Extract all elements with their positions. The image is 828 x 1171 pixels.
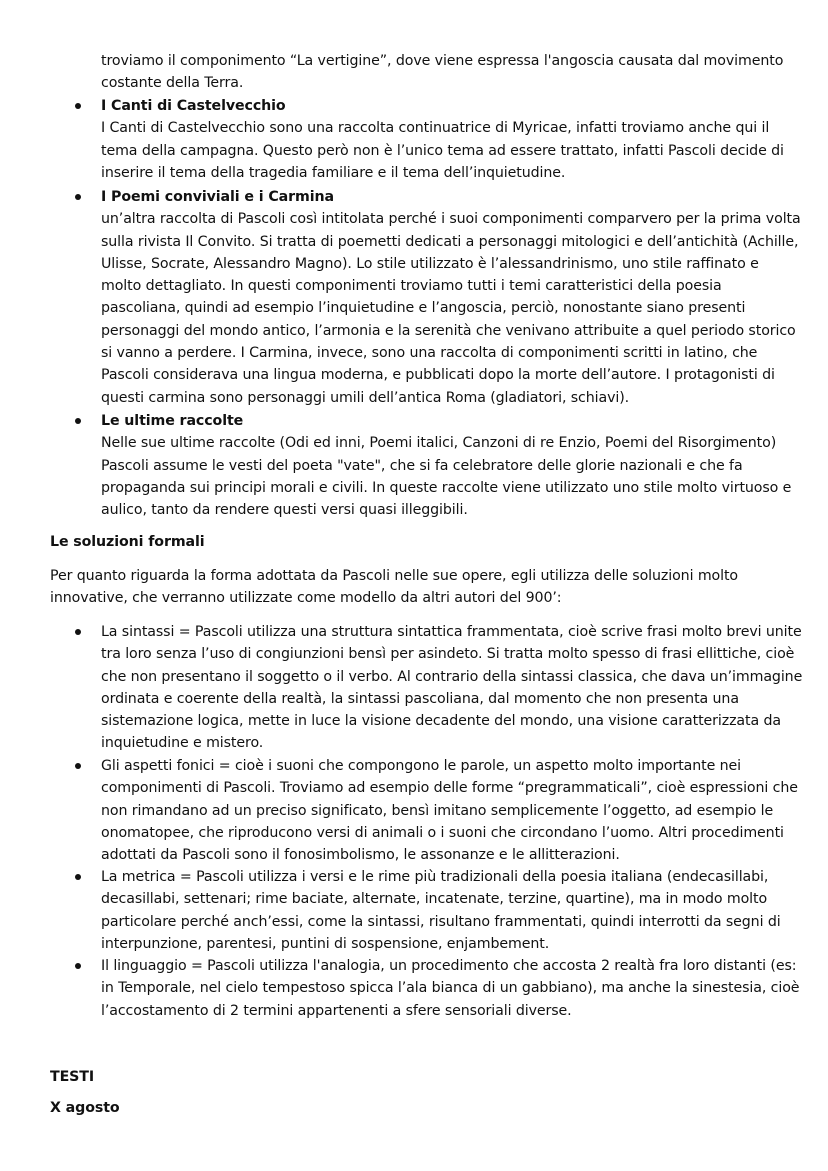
text-line: in Temporale, nel cielo tempestoso spicca l’ala bianca di un gabbiano), ma anche la sinestesia, cioè	[101, 980, 800, 997]
work-title: Le ultime raccolte	[101, 413, 244, 429]
text-line: Pascoli considerava una lingua moderna, e pubblicati dopo la morte dell’autore. I protagonisti di	[101, 367, 775, 384]
text-line: inserire il tema della tragedia familiare e il tema dell’inquietudine.	[101, 164, 566, 181]
text-line: un’altra raccolta di Pascoli così intitolata perché i suoi componimenti comparvero per la prima volta	[101, 211, 801, 228]
work-title: I Poemi conviviali e i Carmina	[101, 189, 334, 205]
text-line: aulico, tanto da rendere questi versi quasi illeggibili.	[101, 502, 468, 519]
text-line: personaggi del mondo antico, l’armonia e la serenità che venivano attribuite a quel periodo storico	[101, 322, 796, 339]
text-line: troviamo il componimento “La vertigine”, dove viene espressa l'angoscia causata dal movimento	[101, 53, 784, 69]
text-line: Per quanto riguarda la forma adottata da Pascoli nelle sue opere, egli utilizza delle soluzioni molto	[50, 568, 739, 584]
text-line: interpunzione, parentesi, puntini di sospensione, enjambement.	[101, 935, 550, 952]
text-line: adottati da Pascoli sono il fonosimbolismo, le assonanze e le allitterazioni.	[101, 847, 620, 864]
bullet-icon	[75, 763, 81, 769]
text-line: componimenti di Pascoli. Troviamo ad esempio delle forme “pregrammaticali”, cioè espressioni che	[101, 780, 798, 797]
list-item-poemi-conviviali	[101, 186, 801, 409]
text-line: innovative, che verranno utilizzate come modello da altri autori del 900’:	[50, 590, 562, 607]
intro-paragraph	[50, 565, 738, 610]
text-line: pascoliana, quindi ad esempio l’inquietudine e l’angoscia, perciò, nonostante siano presenti	[101, 300, 746, 317]
text-line: onomatopee, che riproducono versi di animali o i suoni che circondano l’uomo. Altri procedimenti	[101, 824, 784, 841]
text-line: I Canti di Castelvecchio sono una raccolta continuatrice di Myricae, infatti troviamo anche qui il	[101, 120, 770, 137]
text-line: propaganda sui principi morali e civili. In queste raccolte viene utilizzato uno stile molto virtuoso e	[101, 479, 792, 496]
text-line: ordinata e coerente della realtà, la sintassi pascoliana, dal momento che non presenta una	[101, 690, 739, 707]
text-line: inquietudine e mistero.	[101, 735, 264, 752]
bullet-icon	[75, 963, 81, 969]
text-line: particolare perché anch’essi, come la sintassi, risultano frammentati, quindi interrotti da segni di	[101, 913, 781, 930]
text-line: l’accostamento di 2 termini appartenenti a sfere sensoriali diverse.	[101, 1002, 572, 1019]
bullet-icon	[75, 418, 81, 424]
list-item-linguaggio	[101, 955, 799, 1022]
list-item-canti-castelvecchio	[101, 95, 784, 184]
section-heading: Le soluzioni formali	[50, 534, 205, 550]
testi-heading: TESTI	[50, 1069, 95, 1085]
list-item-aspetti-fonici	[101, 755, 798, 866]
list-item-ultime-raccolte	[101, 410, 791, 521]
continuation-paragraph	[101, 50, 783, 95]
text-line: costante della Terra.	[101, 75, 244, 92]
text-line: sistemazione logica, mette in luce la visione decadente del mondo, una visione caratterizzata da	[101, 713, 781, 730]
text-line: Pascoli assume le vesti del poeta "vate", che si fa celebratore delle glorie nazionali e che fa	[101, 457, 743, 474]
bullet-icon	[75, 194, 81, 200]
text-line: che non presentano il soggetto o il verbo. Al contrario della sintassi classica, che dava un’immagine	[101, 668, 803, 685]
bullet-icon	[75, 629, 81, 635]
work-title: I Canti di Castelvecchio	[101, 98, 286, 114]
poem-title: X agosto	[50, 1100, 120, 1116]
text-line: La metrica = Pascoli utilizza i versi e le rime più tradizionali della poesia italiana (endecasillabi,	[101, 869, 769, 885]
text-line: non rimandano ad un preciso significato, bensì imitano semplicemente l’oggetto, ad esempio le	[101, 802, 774, 819]
text-line: tra loro senza l’uso di congiunzioni bensì per asindeto. Si tratta molto spesso di frasi ellittiche, cioè	[101, 646, 795, 663]
list-item-metrica	[101, 866, 781, 955]
text-line: tema della campagna. Questo però non è l’unico tema ad essere trattato, infatti Pascoli decide di	[101, 142, 784, 159]
text-line: decasillabi, settenari; rime baciate, alternate, incatenate, terzine, quartine), ma in modo molto	[101, 891, 768, 908]
text-line: La sintassi = Pascoli utilizza una struttura sintattica frammentata, cioè scrive frasi molto brevi unite	[101, 624, 802, 640]
text-line: Nelle sue ultime raccolte (Odi ed inni, Poemi italici, Canzoni di re Enzio, Poemi del Risorgimento)	[101, 435, 777, 452]
text-line: sulla rivista Il Convito. Si tratta di poemetti dedicati a personaggi mitologici e dell’antichità (Achille,	[101, 233, 799, 250]
bullet-icon	[75, 103, 81, 109]
list-item-sintassi	[101, 621, 802, 755]
bullet-icon	[75, 874, 81, 880]
text-line: Gli aspetti fonici = cioè i suoni che compongono le parole, un aspetto molto importante nei	[101, 758, 742, 774]
text-line: questi carmina sono personaggi umili dell’antica Roma (gladiatori, schiavi).	[101, 389, 630, 406]
text-line: Ulisse, Socrate, Alessandro Magno). Lo stile utilizzato è l’alessandrinismo, uno stile raffinato e	[101, 255, 759, 272]
text-line: Il linguaggio = Pascoli utilizza l'analogia, un procedimento che accosta 2 realtà fra loro distanti (es:	[101, 958, 797, 974]
text-line: molto dettagliato. In questi componimenti troviamo tutti i temi caratteristici della poesia	[101, 278, 722, 295]
text-line: si vanno a perdere. I Carmina, invece, sono una raccolta di componimenti scritti in latino, che	[101, 345, 758, 362]
